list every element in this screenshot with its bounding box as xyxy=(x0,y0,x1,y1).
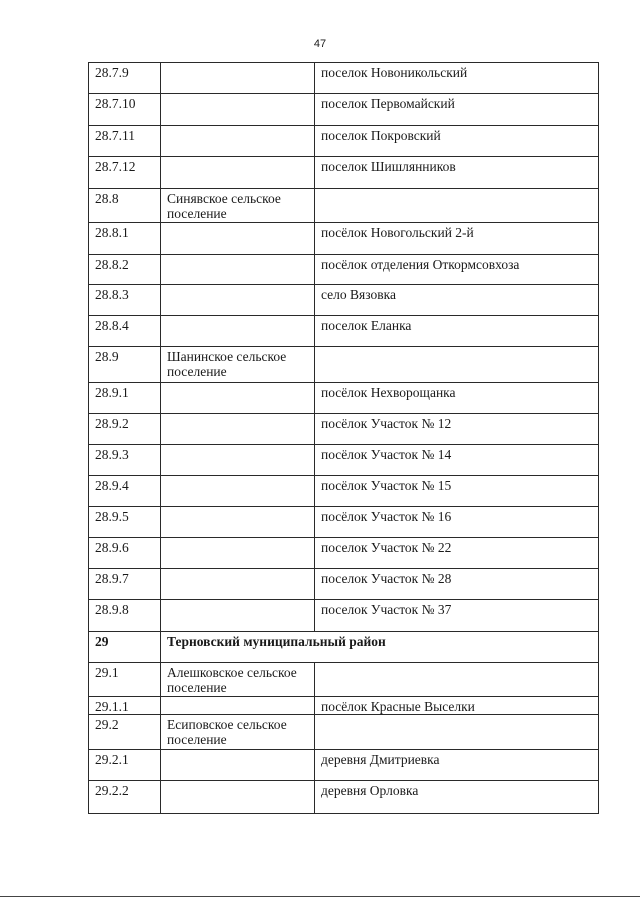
settlement-name: поселок Участок № 28 xyxy=(315,569,599,600)
settlement-name xyxy=(315,715,599,750)
district-cell xyxy=(161,223,315,255)
settlement-name: посёлок Новогольский 2-й xyxy=(315,223,599,255)
settlement-name: посёлок Красные Выселки xyxy=(315,697,599,715)
table-row xyxy=(89,285,599,316)
table-row xyxy=(89,507,599,538)
district-cell: Алешковское сельское поселение xyxy=(161,663,315,697)
table-row xyxy=(89,445,599,476)
settlement-name: посёлок отделения Откормсовхоза xyxy=(315,255,599,285)
settlement-name xyxy=(315,347,599,383)
table-row xyxy=(89,697,599,715)
row-code: 29 xyxy=(89,632,161,663)
table-row xyxy=(89,255,599,285)
settlement-name: поселок Участок № 22 xyxy=(315,538,599,569)
settlement-name xyxy=(315,189,599,223)
table-row xyxy=(89,414,599,445)
row-code: 28.9.3 xyxy=(89,445,161,476)
district-cell xyxy=(161,538,315,569)
district-cell xyxy=(161,445,315,476)
district-cell xyxy=(161,600,315,632)
row-code: 29.2 xyxy=(89,715,161,750)
row-code: 29.1.1 xyxy=(89,697,161,715)
table-row xyxy=(89,316,599,347)
settlement-name: посёлок Участок № 12 xyxy=(315,414,599,445)
row-code: 28.7.9 xyxy=(89,63,161,94)
district-cell xyxy=(161,697,315,715)
district-cell xyxy=(161,126,315,157)
settlement-name xyxy=(315,663,599,697)
district-cell xyxy=(161,94,315,126)
row-code: 28.8.4 xyxy=(89,316,161,347)
settlement-name: посёлок Участок № 14 xyxy=(315,445,599,476)
row-code: 28.9.5 xyxy=(89,507,161,538)
table-row xyxy=(89,383,599,414)
bottom-rule xyxy=(0,896,640,897)
table-row xyxy=(89,569,599,600)
district-cell xyxy=(161,569,315,600)
district-cell xyxy=(161,781,315,814)
settlement-name: посёлок Участок № 15 xyxy=(315,476,599,507)
table-row xyxy=(89,476,599,507)
district-cell xyxy=(161,750,315,781)
table-row xyxy=(89,538,599,569)
settlement-name: село Вязовка xyxy=(315,285,599,316)
row-code: 28.7.12 xyxy=(89,157,161,189)
row-code: 28.8.2 xyxy=(89,255,161,285)
district-cell xyxy=(161,507,315,538)
row-code: 28.7.11 xyxy=(89,126,161,157)
settlement-name: деревня Орловка xyxy=(315,781,599,814)
row-code: 28.8.3 xyxy=(89,285,161,316)
settlement-name: посёлок Участок № 16 xyxy=(315,507,599,538)
table-row xyxy=(89,781,599,814)
row-code: 28.9.6 xyxy=(89,538,161,569)
table-body xyxy=(89,63,599,814)
row-code: 28.9 xyxy=(89,347,161,383)
settlement-name: посёлок Нехворощанка xyxy=(315,383,599,414)
district-cell xyxy=(161,476,315,507)
page-number: 47 xyxy=(313,38,327,50)
row-code: 28.8 xyxy=(89,189,161,223)
row-code: 29.2.1 xyxy=(89,750,161,781)
row-code: 28.9.4 xyxy=(89,476,161,507)
district-cell xyxy=(161,316,315,347)
district-cell xyxy=(161,63,315,94)
table-row xyxy=(89,750,599,781)
settlement-name: поселок Участок № 37 xyxy=(315,600,599,632)
district-cell xyxy=(161,157,315,189)
table-row xyxy=(89,94,599,126)
settlement-name: поселок Покровский xyxy=(315,126,599,157)
settlement-name: поселок Шишлянников xyxy=(315,157,599,189)
settlements-table xyxy=(88,62,599,814)
row-code: 28.8.1 xyxy=(89,223,161,255)
table-row xyxy=(89,126,599,157)
district-cell xyxy=(161,414,315,445)
district-cell xyxy=(161,285,315,316)
settlement-name: поселок Первомайский xyxy=(315,94,599,126)
row-code: 28.9.1 xyxy=(89,383,161,414)
district-cell: Шанинское сельское поселение xyxy=(161,347,315,383)
row-code: 28.7.10 xyxy=(89,94,161,126)
row-code: 28.9.7 xyxy=(89,569,161,600)
settlement-name: поселок Еланка xyxy=(315,316,599,347)
settlement-name: поселок Новоникольский xyxy=(315,63,599,94)
table-row xyxy=(89,223,599,255)
row-code: 28.9.8 xyxy=(89,600,161,632)
district-cell xyxy=(161,255,315,285)
table-row xyxy=(89,663,599,697)
table-row xyxy=(89,157,599,189)
row-code: 29.2.2 xyxy=(89,781,161,814)
table-row xyxy=(89,715,599,750)
settlement-name: деревня Дмитриевка xyxy=(315,750,599,781)
row-code: 28.9.2 xyxy=(89,414,161,445)
row-code: 29.1 xyxy=(89,663,161,697)
district-cell xyxy=(161,383,315,414)
district-name: Терновский муниципальный район xyxy=(161,632,599,663)
district-cell: Есиповское сельское поселение xyxy=(161,715,315,750)
table-row xyxy=(89,600,599,632)
district-cell: Синявское сельское поселение xyxy=(161,189,315,223)
table-row xyxy=(89,347,599,383)
table-row xyxy=(89,189,599,223)
table-row xyxy=(89,63,599,94)
table-row xyxy=(89,632,599,663)
